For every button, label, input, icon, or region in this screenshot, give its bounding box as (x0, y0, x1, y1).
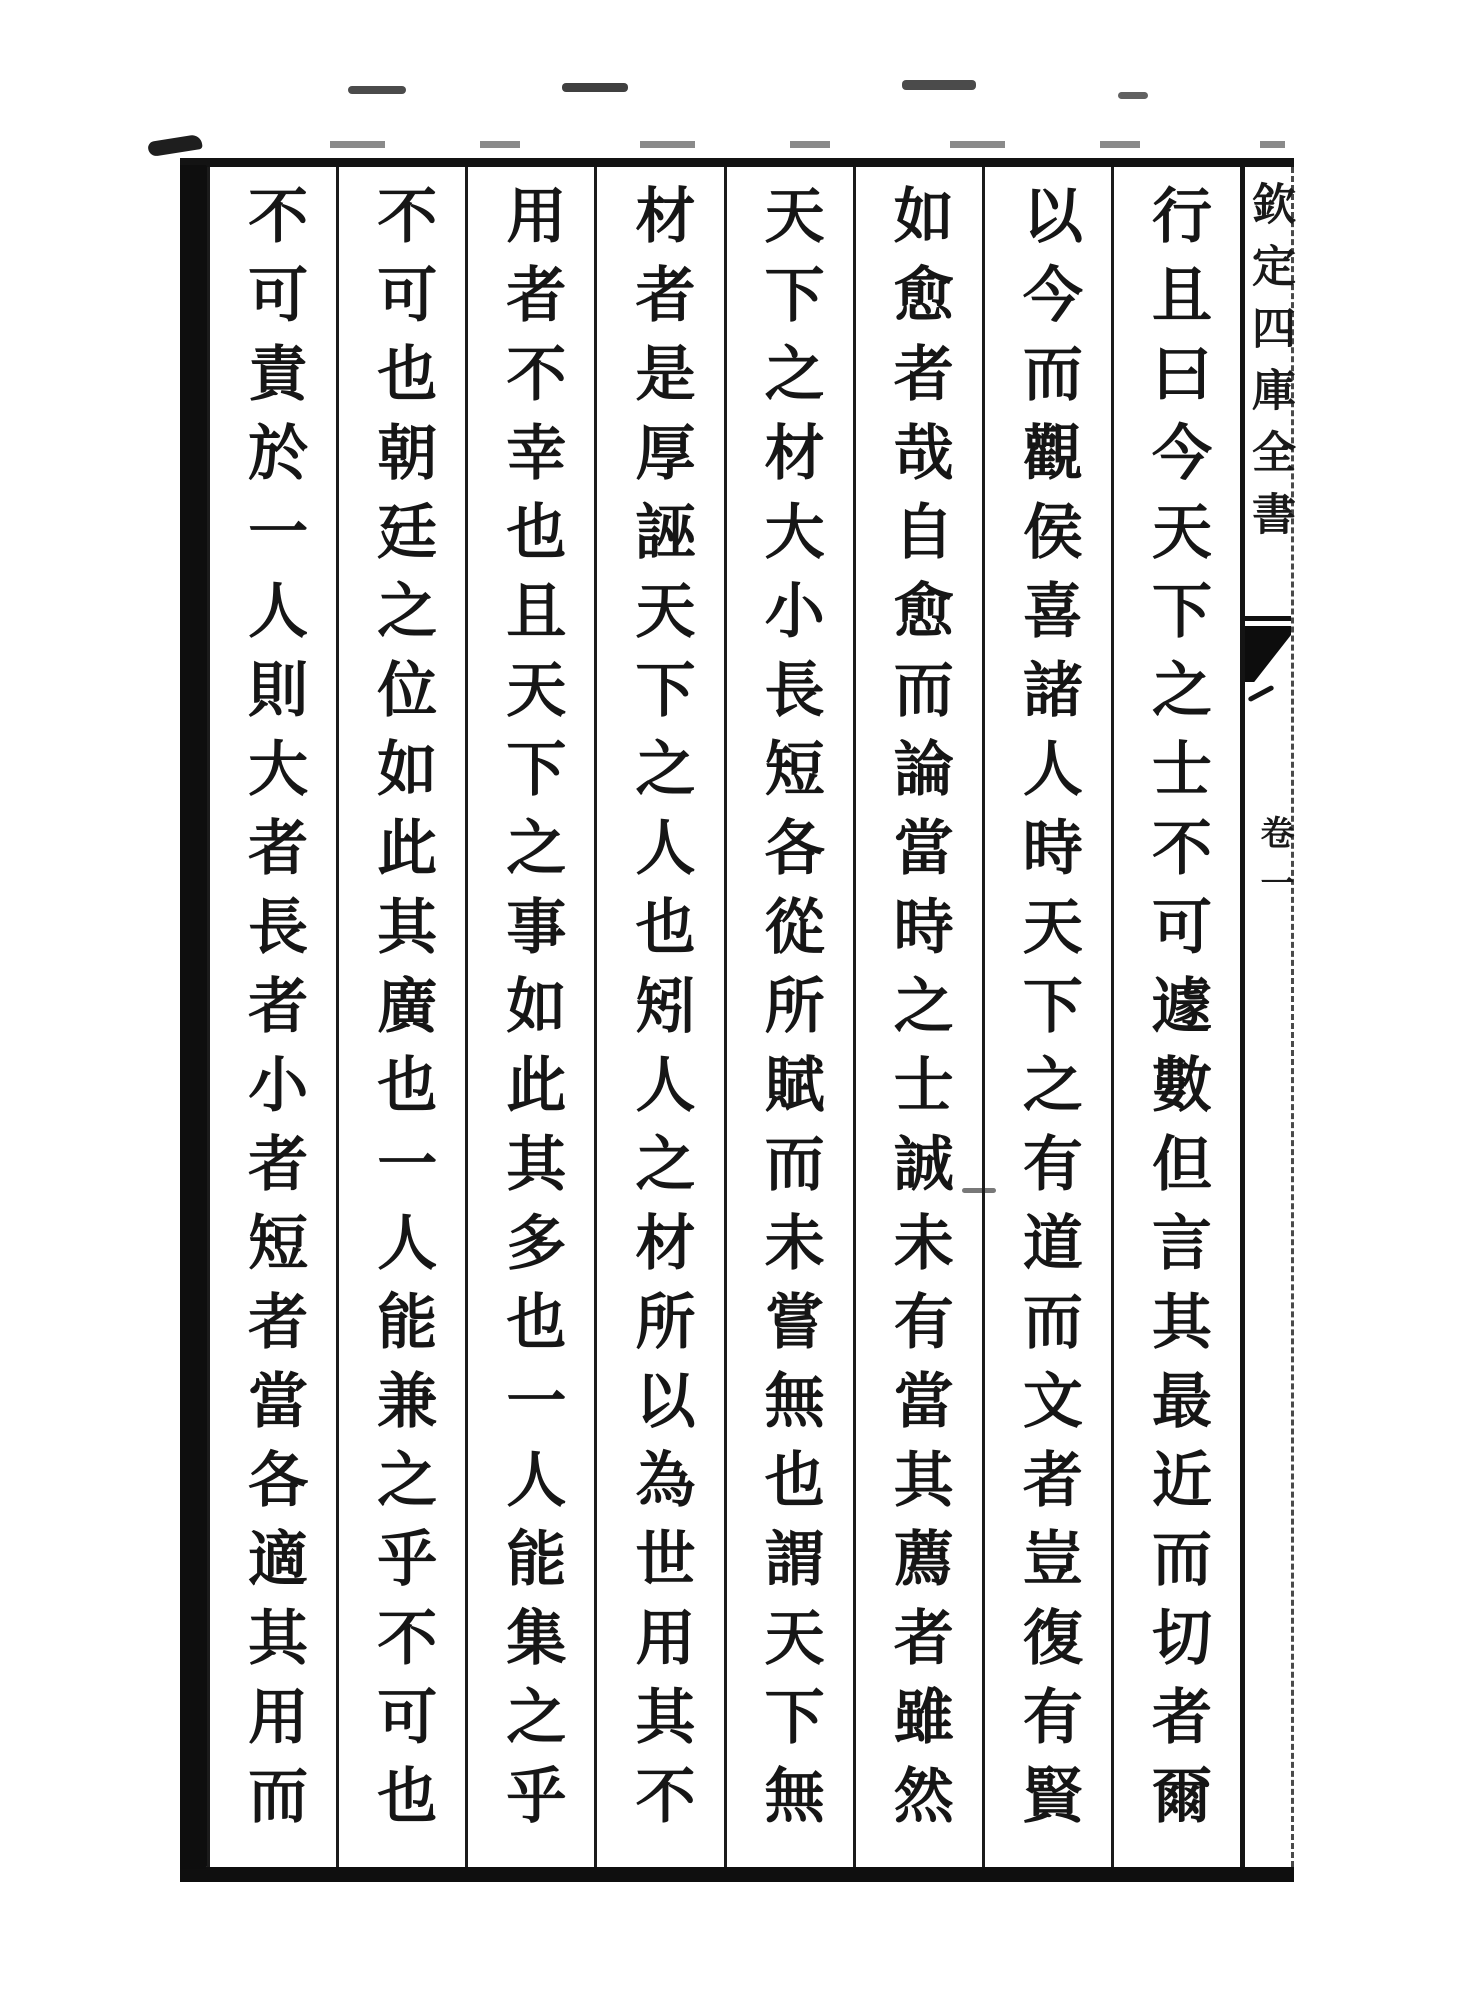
fishtail-tick (1247, 685, 1274, 703)
scan-edge-dashes (330, 141, 1285, 148)
left-border-bar (180, 165, 207, 1869)
ink-speck (902, 80, 976, 90)
text-column-7 (336, 167, 465, 1867)
column-text: 行且曰今天下之士不可遽數但言其最近而切者爾 (1141, 184, 1212, 1843)
ink-speck (1118, 92, 1148, 99)
banxin-title: 欽定四庫全書 (1244, 181, 1295, 553)
fishtail-rule (1245, 616, 1291, 621)
text-column-6 (465, 167, 594, 1867)
column-text: 不可責於一人則大者長者小者短者當各適其用而 (238, 184, 309, 1843)
ink-speck (348, 86, 406, 94)
text-column-8 (207, 167, 336, 1867)
text-column-3 (853, 167, 982, 1867)
text-column-2 (982, 167, 1111, 1867)
text-column-4 (724, 167, 853, 1867)
text-frame (180, 158, 1294, 1882)
fishtail-marker-icon (1245, 626, 1291, 682)
text-columns (207, 167, 1240, 1867)
text-column-5 (594, 167, 723, 1867)
column-text: 材者是厚誣天下之人也矧人之材所以為世用其不 (625, 184, 696, 1843)
text-column-1 (1111, 167, 1240, 1867)
column-text: 如愈者哉自愈而論當時之士誠未有當其薦者雖然 (883, 184, 954, 1843)
banxin-fold-strip (1240, 167, 1294, 1867)
column-text: 以今而觀侯喜諸人時天下之有道而文者豈復有賢 (1012, 184, 1083, 1843)
ink-smudge (147, 134, 203, 157)
volume-label: 卷一 (1254, 815, 1294, 915)
column-text: 用者不幸也且天下之事如此其多也一人能集之乎 (496, 184, 567, 1843)
column-text: 不可也朝廷之位如此其廣也一人能兼之乎不可也 (367, 184, 438, 1843)
column-text: 天下之材大小長短各從所賦而未嘗無也謂天下無 (754, 184, 825, 1843)
ink-speck (562, 83, 628, 92)
